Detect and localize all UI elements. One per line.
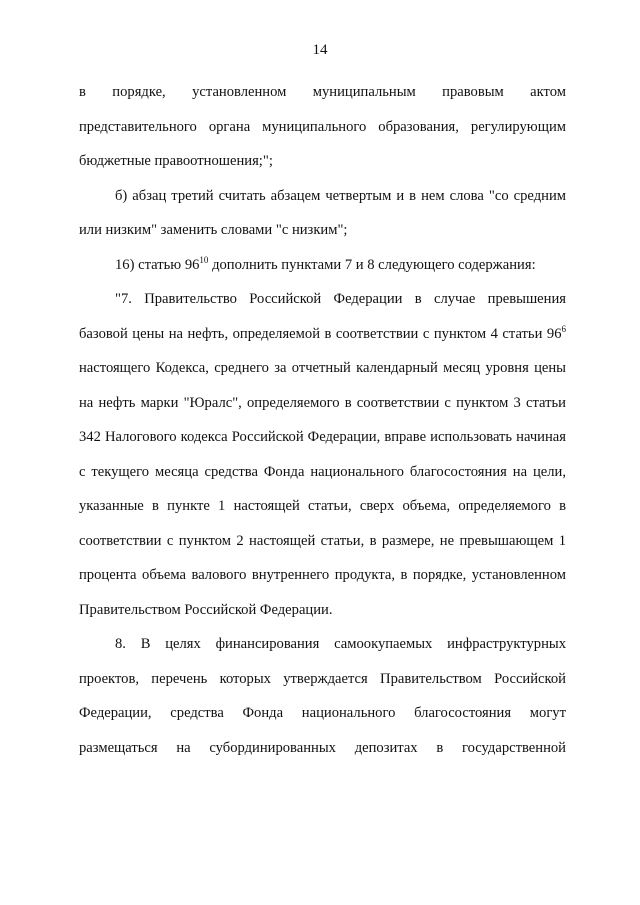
paragraph-5 <box>79 627 566 765</box>
page-number: 14 <box>312 42 328 58</box>
paragraph-1-rest: представительного органа муниципального образования, регулирующим бюджетные правоотношения;"; <box>79 118 566 169</box>
document-body <box>79 75 566 765</box>
paragraph-4-part-1: "7. Правительство Российской Федерации в случае превышения базовой цены на нефть, определяемой в соответствии с пунктом 4 статьи 96 <box>79 291 566 342</box>
paragraph-1-line-1: в порядке, установленном муниципальным правовым актом <box>79 84 566 100</box>
paragraph-2 <box>79 179 566 248</box>
paragraph-4-part-2: настоящего Кодекса, среднего за отчетный календарный месяц уровня цены на нефть марки "Юралс", определяемого в соответствии с пунктом 3 статьи 342 Налогового кодекса Российской Федерации, вправе использовать начиная с текущего месяца средства Фонда национального благосостояния на цели, указанные в пункте 1 настоящей статьи, сверх объема, определяемого в соответствии с пунктом 2 настоящей статьи, в размере, не превышающем 1 процента объема валового внутреннего продукта, в порядке, установленном Правительством Российской Федерации. <box>79 360 566 618</box>
paragraph-2-rest: "со средним или низким" заменить словами "с низким"; <box>79 187 566 238</box>
paragraph-4-superscript: 6 <box>561 323 566 334</box>
paragraph-3-before: 16) статью 96 <box>115 256 200 273</box>
paragraph-3-after: дополнить пунктами 7 и 8 следующего содержания: <box>208 256 536 273</box>
paragraph-2-line-1: б) абзац третий считать абзацем четвертым и в нем слова <box>115 187 484 204</box>
paragraph-5-text: 8. В целях финансирования самоокупаемых инфраструктурных проектов, перечень которых утверждается Правительством Российской Федерации, средства Фонда национального благосостояния могут размещаться на субординированных депозитах в государственной <box>79 636 566 756</box>
paragraph-1 <box>79 75 566 179</box>
paragraph-3 <box>79 248 566 283</box>
paragraph-4 <box>79 282 566 627</box>
paragraph-3-superscript: 10 <box>199 254 209 265</box>
